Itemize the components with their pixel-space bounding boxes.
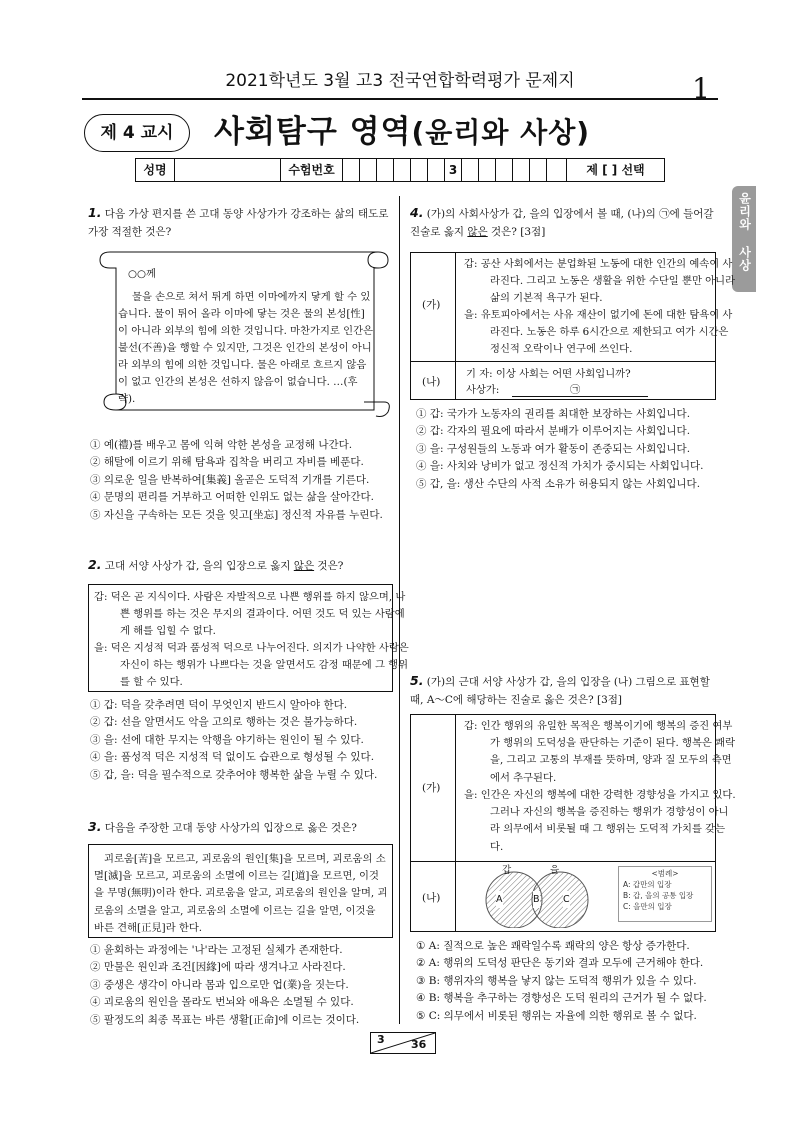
exam-no-box[interactable]	[427, 159, 444, 181]
exam-no-box[interactable]	[478, 159, 495, 181]
reporter-line: 기 자: 이상 사회는 어떤 사회입니까?	[466, 368, 631, 380]
option-1[interactable]: ① 예(禮)를 배우고 몸에 익혀 악한 본성을 교정해 나간다.	[90, 439, 353, 451]
table-divider-h	[411, 361, 715, 362]
legend-item: A: 갑만의 입장	[623, 880, 672, 889]
option-3[interactable]: ③ 의로운 일을 반복하여[集義] 올곧은 도덕적 기개를 기른다.	[90, 473, 370, 486]
table-divider-v	[455, 253, 456, 399]
exam-no-box[interactable]	[359, 159, 376, 181]
select-label: 제 [ ] 선택	[566, 159, 664, 181]
question-3-stem	[88, 818, 392, 838]
label-na: (나)	[422, 892, 441, 904]
question-2-options	[90, 697, 394, 784]
option-3[interactable]: ③ 중생은 생각이 아니라 몸과 입으로만 업(業)을 짓는다.	[90, 978, 349, 991]
venn-label-eul: 을	[550, 865, 560, 876]
exam-no-box[interactable]	[376, 159, 393, 181]
thinker-label: 사상가:	[466, 384, 500, 396]
venn-region-a: A	[496, 891, 503, 908]
page-number: 1	[692, 72, 710, 105]
venn-region-b: B	[533, 891, 540, 908]
name-field[interactable]	[174, 159, 272, 181]
option-3[interactable]: ③ 을: 선에 대한 무지는 악행을 야기하는 원인이 될 수 있다.	[90, 733, 364, 746]
option-1[interactable]: ① 갑: 덕을 갖추려면 덕이 무엇인지 반드시 알아야 한다.	[90, 699, 348, 711]
passage-gap: 갑: 덕은 곧 지식이다. 사람은 자발적으로 나쁜 행위를 하지 않으며, 나쁜 행위를 하는 것은 무지의 결과이다. 어떤 것도 덕 있는 사람에게 해를 입힐 수 없다.	[94, 591, 406, 638]
side-tab-text: 윤리와 사상	[737, 192, 752, 272]
exam-no-box[interactable]	[529, 159, 546, 181]
table-divider-v	[455, 715, 456, 931]
label-na: (나)	[422, 376, 441, 388]
exam-no-digit: 3	[444, 159, 461, 181]
subject-sub: (윤리와 사상)	[411, 116, 591, 149]
option-4[interactable]: ④ 을: 사치와 낭비가 없고 정신적 가치가 중시되는 사회입니다.	[416, 460, 704, 473]
question-5-stem	[410, 672, 720, 709]
question-2-stem	[88, 556, 392, 576]
label-ga: (가)	[422, 782, 441, 794]
footer-total: 36	[411, 1038, 427, 1051]
question-1-options	[90, 437, 394, 524]
exam-no-box[interactable]	[495, 159, 512, 181]
question-text-end: 것은?	[314, 560, 344, 572]
question-text-end: 것은? [3점]	[487, 225, 546, 238]
question-text: 다음 가상 편지를 쓴 고대 동양 사상가가 강조하는 삶의 태도로 가장 적절한 것은?	[88, 208, 389, 238]
blank-marker: ㉠	[570, 384, 581, 396]
question-emphasis: 않은	[293, 560, 315, 572]
info-bar	[135, 158, 665, 182]
option-5[interactable]: ⑤ 갑, 을: 생산 수단의 사적 소유가 허용되지 않는 사회입니다.	[416, 477, 701, 490]
question-text: 다음을 주장한 고대 동양 사상가의 입장으로 옳은 것은?	[104, 822, 357, 834]
option-3[interactable]: ③ B: 행위자의 행복을 낳지 않는 도덕적 행위가 있을 수 있다.	[416, 974, 697, 987]
question-text: 고대 서양 사상가 갑, 을의 입장으로 옳지	[104, 560, 294, 572]
exam-no-box[interactable]	[461, 159, 478, 181]
question-number: 5.	[410, 673, 424, 688]
question-1-stem	[88, 204, 390, 241]
legend-item: B: 갑, 을의 공통 입장	[623, 891, 694, 900]
option-2[interactable]: ② A: 행위의 도덕성 판단은 동기와 결과 모두에 근거해야 한다.	[416, 957, 704, 970]
question-5-options	[416, 938, 720, 1025]
option-4[interactable]: ④ B: 행복을 추구하는 경향성은 도덕 원리의 근거가 될 수 없다.	[416, 992, 707, 1005]
passage-eul: 을: 덕은 지성적 덕과 품성적 덕으로 나누어진다. 의지가 나약한 사람은 자신이 하는 행위가 나쁘다는 것을 알면서도 감정 때문에 그 행위를 할 수 있다.	[94, 642, 409, 689]
subject-title	[214, 106, 590, 151]
exam-no-box[interactable]	[342, 159, 359, 181]
venn-region-c: C	[563, 891, 570, 908]
question-number: 2.	[88, 557, 102, 572]
legend-title: <범례>	[651, 869, 679, 878]
passage-gap: 갑: 인간 행위의 유일한 목적은 행복이기에 행복의 증진 여부가 행위의 도덕성을 판단하는 기준이 된다. 행복은 쾌락을, 그리고 고통의 부재를 뜻하며, 양과 질 모두의 측면에서 추구된다.	[464, 720, 736, 784]
option-4[interactable]: ④ 문명의 편리를 거부하고 어떠한 인위도 없는 삶을 살아간다.	[90, 491, 374, 504]
exam-no-box[interactable]	[512, 159, 529, 181]
label-ga: (가)	[422, 299, 441, 311]
option-4[interactable]: ④ 괴로움의 원인을 몰라도 번뇌와 애욕은 소멸될 수 있다.	[90, 996, 354, 1009]
subject-main: 사회탐구 영역	[214, 114, 412, 150]
question-emphasis: 않은	[467, 225, 488, 238]
option-2[interactable]: ② 만물은 원인과 조건[因緣]에 따라 생겨나고 사라진다.	[90, 961, 346, 974]
exam-no-box[interactable]	[393, 159, 410, 181]
legend-item: C: 을만의 입장	[623, 902, 672, 911]
passage-gap: 갑: 공산 사회에서는 분업화된 노동에 대한 인간의 예속이 사라진다. 그리고 노동은 생활을 위한 수단일 뿐만 아니라 삶의 기본적 욕구가 된다.	[464, 258, 736, 305]
passage-eul: 을: 유토피아에서는 사유 재산이 없기에 돈에 대한 탐욕이 사라진다. 노동은 하루 6시간으로 제한되고 여가 시간은 정신적 오락이나 연구에 쓰인다.	[464, 309, 733, 356]
question-3-options	[90, 942, 394, 1029]
option-1[interactable]: ① 갑: 국가가 노동자의 권리를 최대한 보장하는 사회입니다.	[416, 408, 691, 420]
question-number: 4.	[410, 205, 424, 220]
letter-body: 물을 손으로 쳐서 튀게 하면 이마에까지 닿게 할 수 있습니다. 물이 튀어 올라 이마에 닿는 것은 물의 본성[性]이 아니라 외부의 힘에 의한 것입니다. 마찬가지로 인간은 불선(不善)을 행할 수 있지만, 그것은 인간의 본성이 아니라 외부의 힘에 의한 것입니다. 물은 아래로 흐르지 않음이 없고 인간의 본성은 선하지 않음이 없습니다. …(후략).	[118, 291, 373, 405]
question-number: 1.	[88, 205, 102, 220]
option-1[interactable]: ① 윤회하는 과정에는 '나'라는 고정된 실체가 존재한다.	[90, 944, 343, 956]
question-text: (가)의 사회사상가 갑, 을의 입장에서 볼 때, (나)의 ㉠에 들어갈 진술로 옳지	[410, 208, 714, 238]
exam-title: 2021학년도 3월 고3 전국연합학력평가 문제지	[225, 71, 575, 91]
option-4[interactable]: ④ 을: 품성적 덕은 지성적 덕 없이도 습관으로 형성될 수 있다.	[90, 751, 375, 764]
option-3[interactable]: ③ 을: 구성원들의 노동과 여가 활동이 존중되는 사회입니다.	[416, 442, 691, 455]
option-5[interactable]: ⑤ 갑, 을: 덕을 필수적으로 갖추어야 행복한 삶을 누릴 수 있다.	[90, 768, 378, 781]
footer-page: 3	[377, 1033, 385, 1046]
option-1[interactable]: ① A: 질적으로 높은 쾌락일수록 쾌락의 양은 항상 증가한다.	[416, 940, 690, 952]
table-divider-h	[411, 861, 715, 862]
name-label: 성명	[143, 163, 167, 177]
option-2[interactable]: ② 갑: 선을 알면서도 악을 고의로 행하는 것은 불가능하다.	[90, 716, 358, 729]
venn-legend	[618, 866, 712, 922]
exam-no-box[interactable]	[410, 159, 427, 181]
option-5[interactable]: ⑤ 팔정도의 최종 목표는 바른 생활[正命]에 이르는 것이다.	[90, 1013, 360, 1026]
question-4-options	[416, 406, 720, 493]
option-5[interactable]: ⑤ C: 의무에서 비롯된 행위는 자율에 의한 행위로 볼 수 없다.	[416, 1009, 697, 1022]
question-number: 3.	[88, 819, 102, 834]
passage: 괴로움[苦]을 모르고, 괴로움의 원인[集]을 모르며, 괴로움의 소멸[滅]을 모르고, 괴로움의 소멸에 이르는 길[道]을 모르면, 이것을 무명(無明)이라 한다. 괴로움을 알고, 괴로움의 원인을 알며, 괴로움의 소멸을 알고, 괴로움의 소멸에 이르는 길을 알면, 이것을 바른 견해[正見]라 한다.	[94, 853, 388, 934]
option-5[interactable]: ⑤ 자신을 구속하는 모든 것을 잊고[坐忘] 정신적 자유를 누린다.	[90, 508, 383, 521]
page-footer	[370, 1032, 436, 1054]
option-2[interactable]: ② 해탈에 이르기 위해 탐욕과 집착을 버리고 자비를 베푼다.	[90, 456, 364, 469]
letter-greeting: ○○께	[128, 268, 156, 280]
option-2[interactable]: ② 갑: 각자의 필요에 따라서 분배가 이루어지는 사회입니다.	[416, 425, 691, 438]
question-4-stem	[410, 204, 720, 241]
period-badge: 제 4 교시	[84, 114, 190, 152]
exam-no-label: 수험번호	[280, 159, 342, 181]
venn-circle-eul	[532, 872, 588, 928]
header-rule	[82, 98, 718, 100]
passage-eul: 을: 인간은 자신의 행복에 대한 강력한 경향성을 가지고 있다. 그러나 자신의 행복을 증진하는 행위가 경향성이 아니라 의무에서 비롯될 때 그 행위는 도덕적 가치를 갖는다.	[464, 789, 736, 853]
question-text: (가)의 근대 서양 사상가 갑, 을의 입장을 (나) 그림으로 표현할 때, A～C에 해당하는 진술로 옳은 것은? [3점]	[410, 676, 710, 706]
venn-label-gap: 갑	[502, 865, 512, 876]
exam-no-end	[546, 159, 566, 181]
